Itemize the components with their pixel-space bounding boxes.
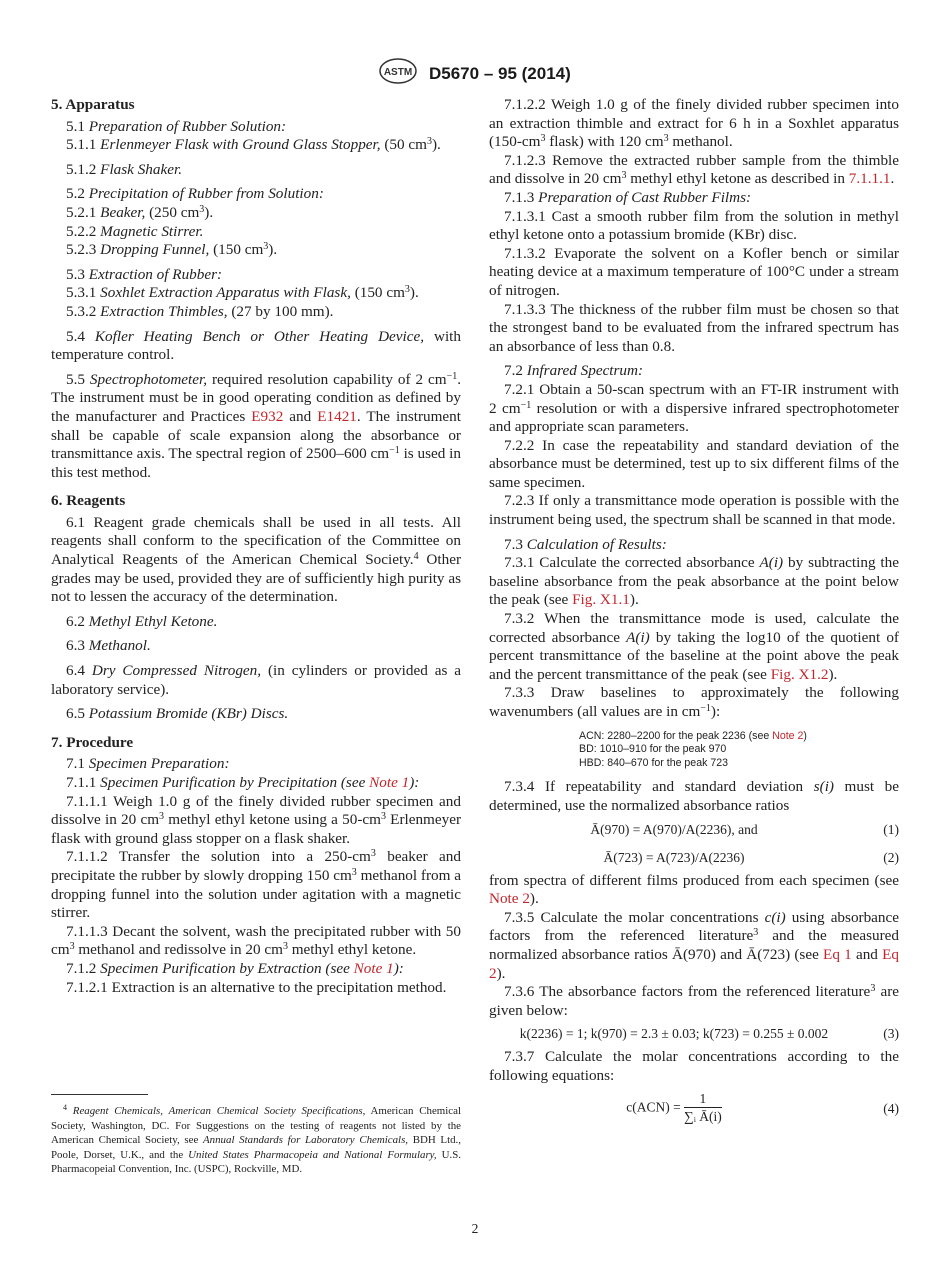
para-7-1: 7.1 Specimen Preparation:	[66, 755, 230, 773]
para-5-2-2: 5.2.2 Magnetic Stirrer.	[66, 222, 204, 240]
para-7-1-3-1: 7.1.3.1 Cast a smooth rubber film from the solution in methyl ethyl ketone onto a potassium bromide (KBr) disc.	[489, 207, 899, 244]
link-note-2[interactable]: Note 2	[772, 729, 804, 742]
right-column	[489, 96, 899, 1132]
page-number: 2	[471, 1221, 479, 1236]
para-5-2-3: 5.2.3 Dropping Funnel, (150 $cm^3$).	[66, 241, 278, 259]
para-5-3-1: 5.3.1 Soxhlet Extraction Apparatus with Flask, (150 $cm^3$).	[66, 284, 419, 302]
para-5-1: 5.1 Preparation of Rubber Solution:	[66, 117, 287, 135]
para-7-1-2: 7.1.2 Specimen Purification by Extraction (see Note 1):	[66, 959, 404, 977]
svg-text:ASTM: ASTM	[384, 67, 413, 78]
para-6-4: 6.4 Dry Compressed Nitrogen, (in cylinders or provided as a laboratory service).	[51, 662, 461, 698]
baseline-list	[579, 730, 899, 771]
page-header	[0, 58, 950, 90]
para-6-3: 6.3 Methanol.	[66, 637, 151, 655]
left-column	[51, 96, 461, 997]
equation-2: Ā(723) = A(723)/A(2236) (2)	[603, 849, 899, 865]
para-7-2: 7.2 Infrared Spectrum:	[504, 362, 644, 380]
para-7-1-3-3: 7.1.3.3 The thickness of the rubber film must be chosen so that the strongest band to be evaluated from the infrared spectrum has an absorbance of less than 0.8.	[489, 300, 899, 355]
para-7-3-4: 7.3.4 If repeatability and standard deviation s(i) must be determined, use the normalized absorbance ratios	[489, 778, 900, 814]
equation-3: k(2236) = 1; k(970) = 2.3 ± 0.03; k(723) = 0.255 ± 0.002 (3)	[519, 1026, 899, 1042]
link-e932[interactable]: E932	[251, 407, 284, 425]
para-7-1-1-1: 7.1.1.1 Weigh 1.0 g of the finely divided rubber specimen and dissolve in 20 $cm^3$ methyl ethyl ketone using a $50-cm^3$ Erlenmeyer flask with ground glass stopper on a flask shaker.	[51, 792, 462, 847]
para-7-3-7: 7.3.7 Calculate the molar concentrations according to the following equations:	[489, 1048, 899, 1084]
baseline-bd: BD: 1010–910 for the peak 970	[579, 743, 727, 756]
link-eq-2[interactable]: Eq 2	[489, 945, 900, 982]
para-7-1-2-1: 7.1.2.1 Extraction is an alternative to the precipitation method.	[66, 978, 447, 996]
para-6-5: 6.5 Potassium Bromide (KBr) Discs.	[66, 705, 289, 723]
link-eq-1[interactable]: Eq 1	[823, 945, 852, 963]
para-7-3: 7.3 Calculation of Results:	[504, 535, 667, 553]
baseline-hbd: HBD: 840–670 for the peak 723	[579, 756, 729, 769]
para-6-1: 6.1 Reagent grade chemicals shall be used in all tests. All reagents shall conform to the specification of the Committee on Analytical Reagents of the American Chemical Society.$^4$ Other grades may be used, provided they are of sufficiently high purity as not to lessen the accuracy of the determination.	[51, 513, 461, 606]
equation-4-fraction: $\frac{1}{\text{∑ᵢ Ā(i)}}$	[684, 1090, 722, 1124]
link-note-1[interactable]: Note 1	[353, 959, 394, 977]
para-6-2: 6.2 Methyl Ethyl Ketone.	[66, 612, 218, 630]
para-7-3-4-cont: from spectra of different films produced from each specimen (see Note 2).	[489, 871, 899, 908]
para-5-1-2: 5.1.2 Flask Shaker.	[66, 160, 182, 178]
link-7-1-1-1[interactable]: 7.1.1.1	[848, 170, 891, 188]
para-7-2-2: 7.2.2 In case the repeatability and standard deviation of the absorbance must be determined, test up to six different films of the same specimen.	[489, 436, 899, 491]
section-7-heading: 7. Procedure	[51, 733, 134, 751]
para-5-2: 5.2 Precipitation of Rubber from Solution:	[66, 185, 324, 203]
para-7-1-1: 7.1.1 Specimen Purification by Precipitation (see Note 1):	[66, 774, 420, 791]
link-note-1[interactable]: Note 1	[369, 774, 410, 791]
equation-1: Ā(970) = A(970)/A(2236), and (1)	[590, 821, 899, 837]
equation-4: c(ACN) = $\frac{1}{\text{∑ᵢ Ā(i)}}$ (4)	[626, 1090, 899, 1124]
astm-logo-icon	[379, 58, 417, 90]
para-7-2-1: 7.2.1 Obtain a 50-scan spectrum with an FT-IR instrument with 2 $cm^{-1}$ resolution or with a dispersive infrared spectrophotometer and appropriate scan parameters.	[489, 380, 899, 436]
footnote-divider	[51, 1094, 148, 1095]
para-7-2-3: 7.2.3 If only a transmittance mode operation is possible with the instrument being used, the spectrum shall be scanned in that mode.	[489, 492, 899, 529]
para-7-3-1: 7.3.1 Calculate the corrected absorbance A(i) by subtracting the baseline absorbance from the peak absorbance at the point below the peak (see Fig. X1.1).	[489, 554, 899, 609]
para-5-3: 5.3 Extraction of Rubber:	[66, 265, 223, 283]
baseline-acn: ACN: 2280–2200 for the peak 2236 (see Note 2)	[579, 729, 807, 742]
para-7-1-3-2: 7.1.3.2 Evaporate the solvent on a Kofler bench or similar heating device at a maximum temperature of 100°C under a stream of nitrogen.	[489, 244, 899, 299]
section-5-heading: 5. Apparatus	[51, 96, 135, 113]
para-7-1-2-3: 7.1.2.3 Remove the extracted rubber sample from the thimble and dissolve in 20 $cm^3$ methyl ethyl ketone as described in 7.1.1.1.	[489, 151, 899, 188]
para-7-1-1-2: 7.1.1.2 Transfer the solution into a $250-cm^3$ beaker and precipitate the rubber by slowly dropping 150 $cm^3$ methanol from a dropping funnel into the solution under agitation with a magnetic stirrer.	[51, 848, 461, 922]
para-7-3-6: 7.3.6 The absorbance factors from the referenced literature$^3$ are given below:	[489, 983, 899, 1019]
para-5-1-1: 5.1.1 Erlenmeyer Flask with Ground Glass Stopper, (50 $cm^3$).	[66, 136, 441, 154]
para-5-2-1: 5.2.1 Beaker, (250 $cm^3$).	[66, 203, 214, 221]
para-7-3-5: 7.3.5 Calculate the molar concentrations c(i) using absorbance factors from the referenced literature$^3$ and the measured normalized absorbance ratios Ā(970) and Ā(723) (see Eq 1 and Eq 2).	[489, 908, 900, 982]
link-fig-x1-1[interactable]: Fig. X1.1	[572, 591, 630, 609]
link-note-2[interactable]: Note 2	[489, 890, 530, 908]
para-7-1-1-3: 7.1.1.3 Decant the solvent, wash the precipitated rubber with 50 $cm^3$ methanol and redissolve in 20 $cm^3$ methyl ethyl ketone.	[51, 922, 461, 959]
footnote-4: $^4$ Reagent Chemicals, American Chemical Society Specifications, American Chemical Society, Washington, DC. For Suggestions on the testing of reagents not listed by the American Chemical Society, see Annual Standards for Laboratory Chemicals, BDH Ltd., Poole, Dorset, U.K., and the United States Pharmacopeia and National Formulary, U.S. Pharmacopeial Convention, Inc. (USPC), Rockville, MD.	[51, 1103, 461, 1176]
document-designation: D5670 – 95 (2014)	[429, 63, 571, 83]
para-5-3-2: 5.3.2 Extraction Thimbles, (27 by 100 mm).	[66, 302, 334, 320]
para-5-5: 5.5 Spectrophotometer, required resolution capability of 2 $cm^{-1}$. The instrument must be in good operating condition as defined by the manufacturer and Practices E932 and E1421. The instrument shall be capable of scale expansion along the absorbance or transmittance axis. The spectral region of 2500–600 $cm^{-1}$ is used in this test method.	[51, 370, 461, 481]
para-7-3-2: 7.3.2 When the transmittance mode is used, calculate the corrected absorbance A(i) by taking the log10 of the quotient of percent transmittance of the baseline at the point above the peak and the percent transmittance of the peak (see Fig. X1.2).	[489, 610, 899, 683]
link-e1421[interactable]: E1421	[317, 407, 357, 425]
link-fig-x1-2[interactable]: Fig. X1.2	[770, 665, 829, 683]
para-5-4: 5.4 Kofler Heating Bench or Other Heating Device, with temperature control.	[51, 327, 461, 364]
section-6-heading: 6. Reagents	[51, 492, 126, 510]
para-7-1-2-2: 7.1.2.2 Weigh 1.0 g of the finely divided rubber specimen into an extraction thimble and extract for 6 h in a Soxhlet apparatus ($150-cm^3$ flask) with 120 $cm^3$ methanol.	[489, 96, 899, 151]
para-7-1-3: 7.1.3 Preparation of Cast Rubber Films:	[504, 188, 752, 206]
para-7-3-3: 7.3.3 Draw baselines to approximately the following wavenumbers (all values are in $cm^{-1}$):	[489, 684, 899, 720]
